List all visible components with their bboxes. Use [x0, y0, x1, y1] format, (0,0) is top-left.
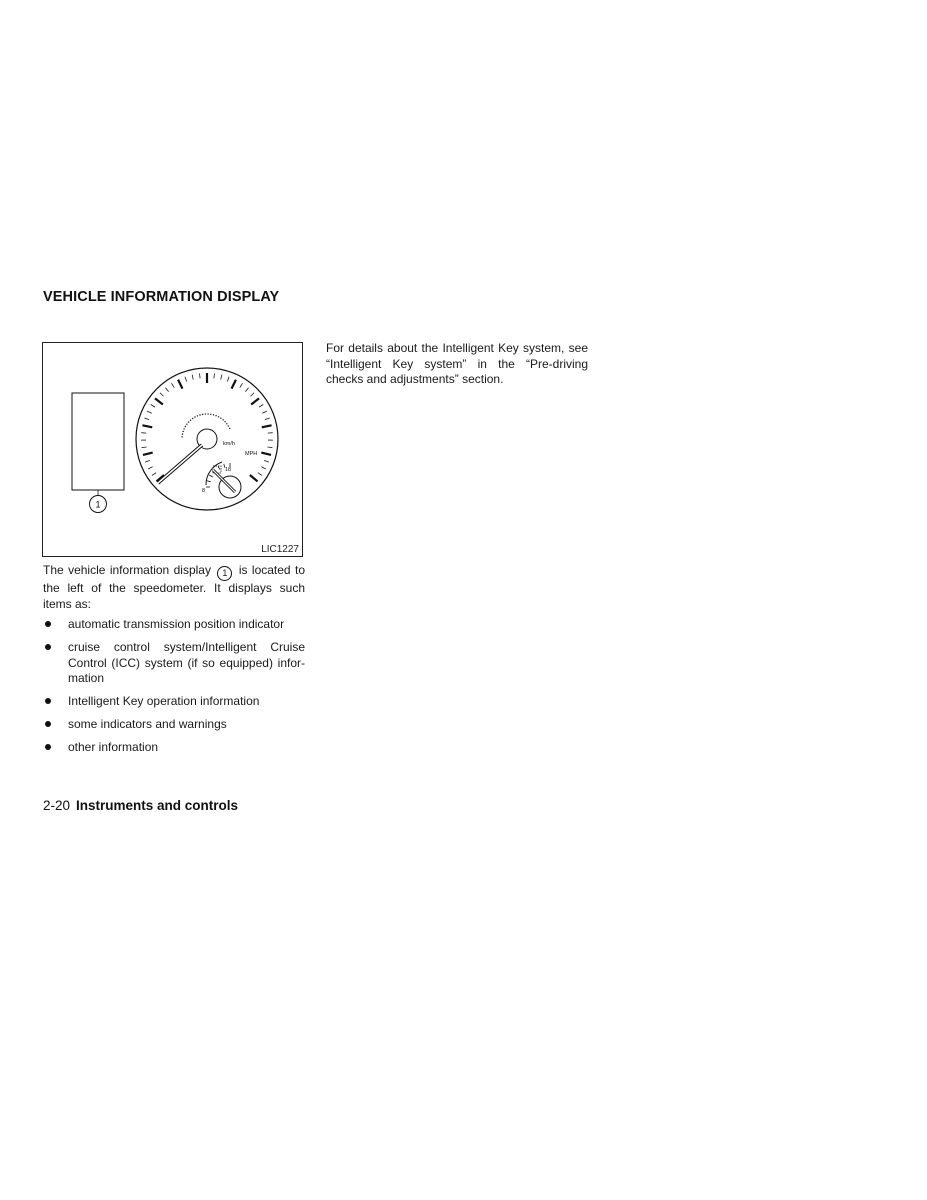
display-items-list — [43, 617, 305, 763]
info-display-rect — [72, 393, 124, 490]
bullet-icon — [45, 744, 51, 750]
list-item: cruise control system/Intelligent Cruise Control (ICC) system (if so equipped) infor-mation — [43, 640, 305, 687]
bullet-icon — [45, 698, 51, 704]
page-number: 2-20 — [43, 798, 71, 813]
bullet-icon — [45, 644, 51, 650]
callout-reference: 1 — [217, 566, 232, 581]
instrument-cluster-illustration — [43, 343, 302, 556]
list-item: Intelligent Key operation information — [43, 694, 305, 710]
speedometer-outer-ring — [136, 368, 278, 510]
figure-caption: LIC1227 — [261, 544, 299, 555]
intro-paragraph — [43, 563, 305, 612]
section-heading: VEHICLE INFORMATION DISPLAY — [43, 289, 280, 305]
page-footer — [43, 798, 238, 813]
speedometer-needle — [158, 445, 202, 483]
bullet-icon — [45, 721, 51, 727]
footer-section-name: Instruments and controls — [76, 798, 239, 813]
intro-text-after: is located to the left of the speedometer. It displays such items as: — [43, 563, 306, 611]
intelligent-key-reference: For details about the Intelligent Key system, see “Intelligent Key system” in the “Pre-driving checks and adjustments” section. — [326, 341, 588, 386]
bullet-icon — [45, 621, 51, 627]
mph-label: MPH — [245, 451, 258, 457]
list-item: some indicators and warnings — [43, 717, 305, 733]
subgauge-low-label: 8 — [202, 488, 206, 494]
kmh-label: km/h — [223, 441, 235, 447]
subgauge-high-label: 18 — [225, 467, 232, 473]
speedometer-ticks — [141, 373, 273, 481]
speedometer-inner-dots — [181, 413, 230, 437]
callout-number: 1 — [95, 499, 101, 510]
subgauge-needle — [213, 470, 235, 492]
list-item: automatic transmission position indicator — [43, 617, 305, 633]
intro-text-before: The vehicle information display — [43, 563, 211, 577]
instrument-cluster-figure — [42, 342, 303, 557]
list-item: other information — [43, 740, 305, 756]
